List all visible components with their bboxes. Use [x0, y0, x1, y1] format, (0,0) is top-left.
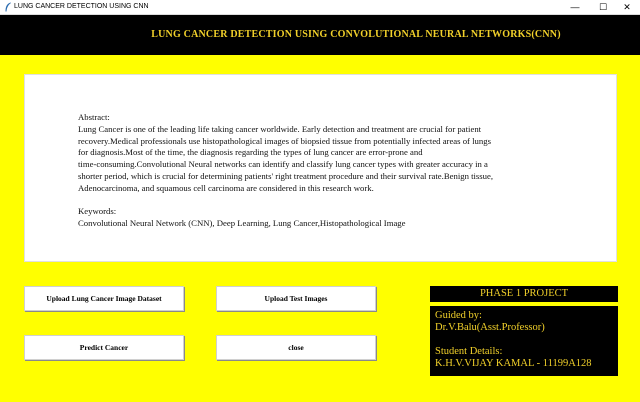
bottom-strip [0, 388, 640, 402]
upload-dataset-button[interactable]: Upload Lung Cancer Image Dataset [24, 286, 184, 311]
abstract-text: Abstract: Lung Cancer is one of the leading life taking cancer worldwide. Early detection and treatment are crucial for patient recovery.Medical professionals use histopathological images of biopsied tissue from potentially infected areas of lungs for diagnosis.Most of the time, the diagnosis regarding the types of lung cancer are error-prone and time-consuming.Convolutional Neural networks can identify and classify lung cancer types with greater accuracy in a shorter period, which is crucial for determining patients' right treatment procedure and their survival rate.Benign tissue, Adenocarcinoma, and squamous cell carcinoma are considered in this research work. Keywords: Convolutional Neural Network (CNN), Deep Learning, Lung Cancer,Histopathological Image [78, 112, 494, 229]
window-titlebar [0, 0, 640, 15]
student-details-label: Student Details: [435, 346, 503, 357]
upload-test-images-button[interactable]: Upload Test Images [216, 286, 376, 311]
abstract-textarea[interactable] [24, 74, 617, 262]
close-button[interactable]: close [216, 335, 376, 360]
project-details-panel [430, 306, 618, 376]
guide-name: Dr.V.Balu(Asst.Professor) [435, 322, 545, 333]
page-title: LUNG CANCER DETECTION USING CONVOLUTIONAL NEURAL NETWORKS(CNN) [151, 29, 561, 40]
predict-cancer-button[interactable]: Predict Cancer [24, 335, 184, 360]
window-title: LUNG CANCER DETECTION USING CNN [14, 3, 149, 10]
phase-label: PHASE 1 PROJECT [430, 286, 618, 302]
close-window-button[interactable]: ✕ [623, 2, 631, 12]
header-bar [0, 15, 640, 55]
minimize-button[interactable]: — [570, 2, 580, 12]
maximize-button[interactable]: ☐ [598, 2, 608, 12]
student-name: K.H.V.VIJAY KAMAL - 11199A128 [435, 358, 592, 369]
spacer [435, 334, 618, 346]
feather-icon [4, 2, 12, 12]
guided-by-label: Guided by: [435, 310, 482, 321]
